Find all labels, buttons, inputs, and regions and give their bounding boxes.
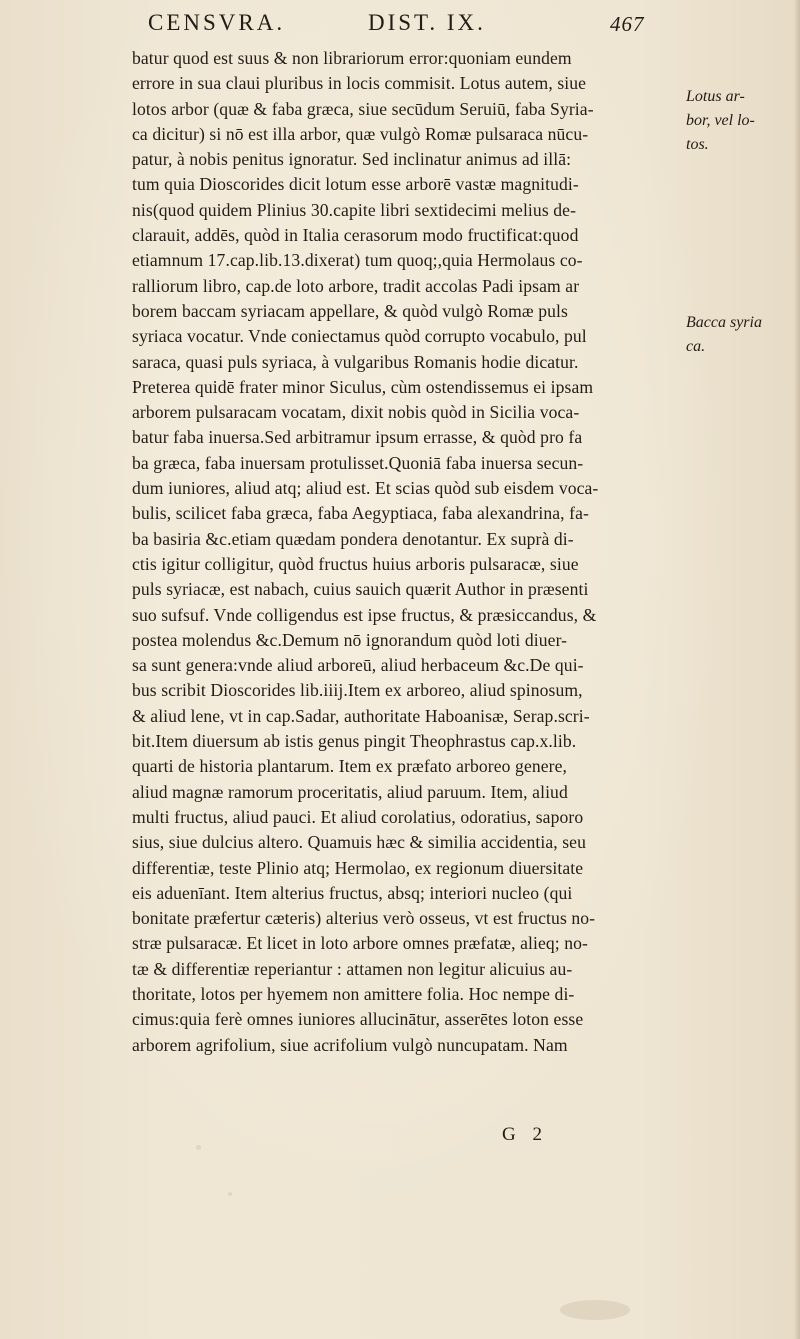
text-line: lotos arbor (quæ & faba græca, siue secūdum Seruiū, faba Syria- bbox=[132, 98, 594, 119]
text-line: thoritate, lotos per hyemem non amittere folia. Hoc nempe di- bbox=[132, 983, 575, 1004]
text-line: sius, siue dulcius altero. Quamuis hæc & similia accidentia, seu bbox=[132, 832, 586, 853]
text-line: cimus:quia ferè omnes iuniores allucinātur, asserētes loton esse bbox=[132, 1009, 584, 1030]
text-line: differentiæ, teste Plinio atq; Hermolao, ex regionum diuersitate bbox=[132, 857, 584, 878]
text-line: ba basiria &c.etiam quædam pondera denotantur. Ex suprà di- bbox=[132, 528, 574, 549]
text-line: suo sufsuf. Vnde colligendus est ipse fructus, & præsiccandus, & bbox=[132, 604, 597, 625]
margin-note: Bacca syria bbox=[686, 314, 762, 331]
page-edge-shadow bbox=[794, 0, 800, 1339]
text-line: bus scribit Dioscorides lib.iiij.Item ex arboreo, aliud spinosum, bbox=[132, 680, 583, 701]
text-line: bit.Item diuersum ab istis genus pingit Theophrastus cap.x.lib. bbox=[132, 731, 577, 752]
text-line: errore in sua claui pluribus in locis commisit. Lotus autem, siue bbox=[132, 73, 587, 94]
text-line: tum quia Dioscorides dicit lotum esse arborē vastæ magnitudi- bbox=[132, 174, 579, 195]
text-line: bonitate præfertur cæteris) alterius verò osseus, vt est fructus no- bbox=[132, 908, 596, 929]
text-line: multi fructus, aliud pauci. Et aliud corolatius, odoratius, saporo bbox=[132, 806, 584, 827]
text-line: nis(quod quidem Plinius 30.capite libri sextidecimi melius de- bbox=[132, 199, 577, 220]
margin-note: ca. bbox=[686, 338, 706, 355]
margin-note: bor, vel lo- bbox=[686, 112, 755, 129]
text-line: ralliorum libro, cap.de loto arbore, tradit accolas Padi ipsam ar bbox=[132, 275, 580, 296]
text-line: puls syriacæ, est nabach, cuius sauich quærit Author in præsenti bbox=[132, 579, 589, 600]
text-line: stræ pulsaracæ. Et licet in loto arbore omnes præfatæ, alieq; no- bbox=[132, 933, 589, 954]
text-line: arborem pulsaracam vocatam, dixit nobis quòd in Sicilia voca- bbox=[132, 402, 580, 423]
text-line: ctis igitur colligitur, quòd fructus huius arboris pulsaracæ, siue bbox=[132, 553, 579, 574]
text-line: ba græca, faba inuersam protulisset.Quoniā faba inuersa secun- bbox=[132, 452, 584, 473]
paper-speck bbox=[228, 1192, 232, 1196]
text-line: sa sunt genera:vnde aliud arboreū, aliud herbaceum &c.De qui- bbox=[132, 655, 584, 676]
text-line: quarti de historia plantarum. Item ex præfato arboreo genere, bbox=[132, 756, 568, 777]
running-title: CENSVRA. bbox=[148, 10, 286, 35]
text-line: batur quod est suus & non librariorum error:quoniam eundem bbox=[132, 48, 572, 68]
text-line: dum iuniores, aliud atq; aliud est. Et scias quòd sub eisdem voca- bbox=[132, 478, 599, 499]
running-head bbox=[148, 4, 708, 40]
paper-speck bbox=[196, 1145, 201, 1150]
text-line: patur, à nobis penitus ignoratur. Sed inclinatur animus ad illā: bbox=[132, 149, 572, 170]
text-line: tæ & differentiæ reperiantur : attamen non legitur alicuius au- bbox=[132, 958, 573, 979]
page-number: 467 bbox=[610, 12, 645, 36]
signature-mark: G 2 bbox=[502, 1124, 548, 1145]
text-line: syriaca vocatur. Vnde coniectamus quòd corrupto vocabulo, pul bbox=[132, 326, 587, 347]
text-line: & aliud lene, vt in cap.Sadar, authoritate Haboanisæ, Serap.scri- bbox=[132, 705, 590, 726]
section-label: DIST. IX. bbox=[368, 10, 486, 35]
margin-note: tos. bbox=[686, 136, 709, 153]
text-line: batur faba inuersa.Sed arbitramur ipsum errasse, & quòd pro fa bbox=[132, 427, 583, 448]
text-line: arborem agrifolium, siue acrifolium vulgò nuncupatam. Nam bbox=[132, 1034, 568, 1055]
text-line: bulis, scilicet faba græca, faba Aegyptiaca, faba alexandrina, fa- bbox=[132, 503, 589, 524]
paper-stain bbox=[560, 1300, 630, 1320]
text-line: aliud magnæ ramorum proceritatis, aliud paruum. Item, aliud bbox=[132, 781, 568, 802]
text-line: clarauit, addēs, quòd in Italia cerasorum modo fructificat:quod bbox=[132, 225, 579, 246]
text-line: etiamnum 17.cap.lib.13.dixerat) tum quoq;,quia Hermolaus co- bbox=[132, 250, 583, 271]
main-text-block bbox=[132, 46, 680, 1058]
text-line: saraca, quasi puls syriaca, à vulgaribus Romanis hodie dicatur. bbox=[132, 351, 579, 372]
text-line: Preterea quidē frater minor Siculus, cùm ostendissemus ei ipsam bbox=[132, 376, 594, 397]
text-line: borem baccam syriacam appellare, & quòd vulgò Romæ puls bbox=[132, 300, 568, 321]
margin-note: Lotus ar- bbox=[686, 88, 745, 105]
text-line: eis aduenīant. Item alterius fructus, absq; interiori nucleo (qui bbox=[132, 882, 573, 903]
text-line: postea molendus &c.Demum nō ignorandum quòd loti diuer- bbox=[132, 629, 568, 650]
text-line: ca dicitur) si nō est illa arbor, quæ vulgò Romæ pulsaraca nūcu- bbox=[132, 123, 589, 144]
